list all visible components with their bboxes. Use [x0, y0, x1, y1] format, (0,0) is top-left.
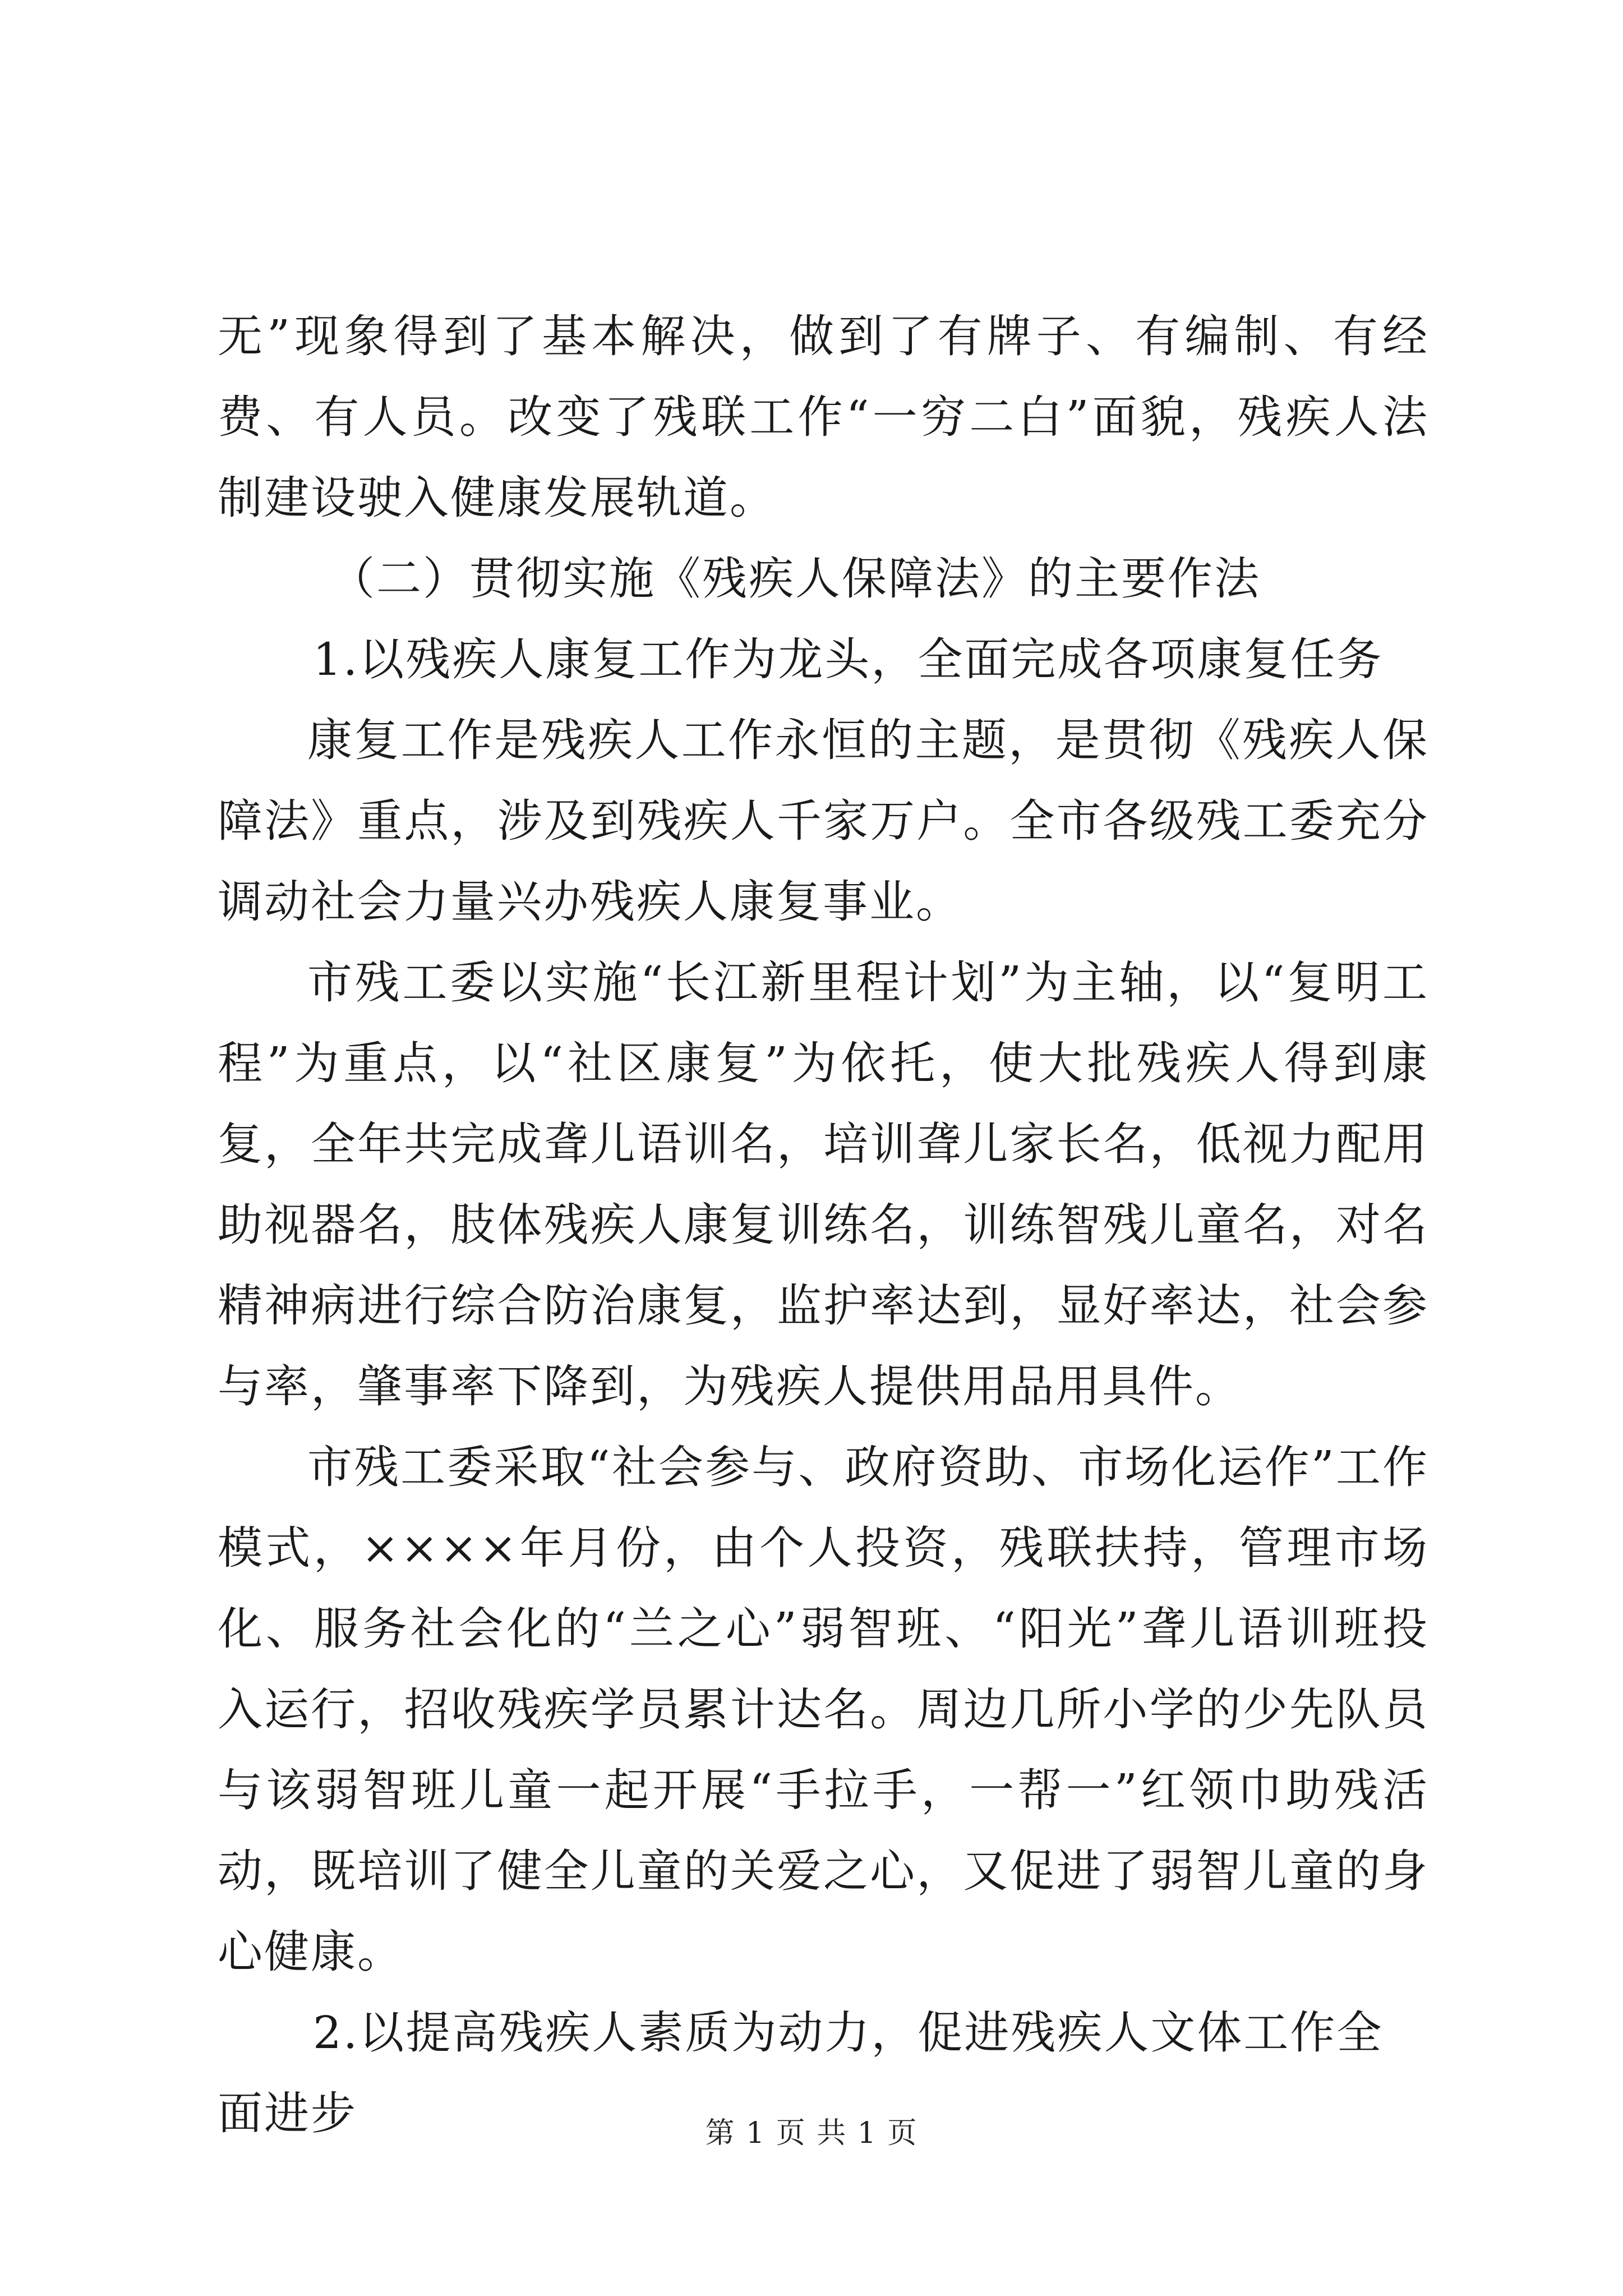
page-footer	[0, 2109, 1623, 2151]
subsection-heading-2: 2.以提高残疾人素质为动力，促进残疾人文体工作全面进步	[218, 2007, 1384, 2139]
paragraph-rehab-results: 市残工委以实施“长江新里程计划”为主轴，以“复明工程”为重点，以“社区康复”为依托，使大批残疾人得到康复，全年共完成聋儿语训名，培训聋儿家长名，低视力配用助视器名，肢体残疾人康复训练名，训练智残儿童名，对名精神病进行综合防治康复，监护率达到，显好率达，社会参与率，肇事率下降到，为残疾人提供用品用具件。	[218, 956, 1429, 1412]
paragraph-continuation: 无”现象得到了基本解决，做到了有牌子、有编制、有经费、有人员。改变了残联工作“一穷二白”面貌，残疾人法制建设驶入健康发展轨道。	[218, 310, 1429, 524]
subsection-heading-1: 1.以残疾人康复工作为龙头，全面完成各项康复任务	[313, 633, 1384, 685]
paragraph-rehab-theme: 康复工作是残疾人工作永恒的主题，是贯彻《残疾人保障法》重点，涉及到残疾人千家万户。全市各级残工委充分调动社会力量兴办残疾人康复事业。	[218, 714, 1429, 928]
section-heading: （二）贯彻实施《残疾人保障法》的主要作法	[330, 553, 1261, 605]
page-number-label: 第 1 页 共 1 页	[705, 2116, 918, 2150]
paragraph-work-model: 市残工委采取“社会参与、政府资助、市场化运作”工作模式，××××年月份，由个人投资，残联扶持，管理市场化、服务社会化的“兰之心”弱智班、“阳光”聋儿语训班投入运行，招收残疾学员累计达名。周边几所小学的少先队员与该弱智班儿童一起开展“手拉手，一帮一”红领巾助残活动，既培训了健全儿童的关爱之心，又促进了弱智儿童的身心健康。	[218, 1441, 1429, 1978]
document-body	[218, 296, 1429, 2154]
